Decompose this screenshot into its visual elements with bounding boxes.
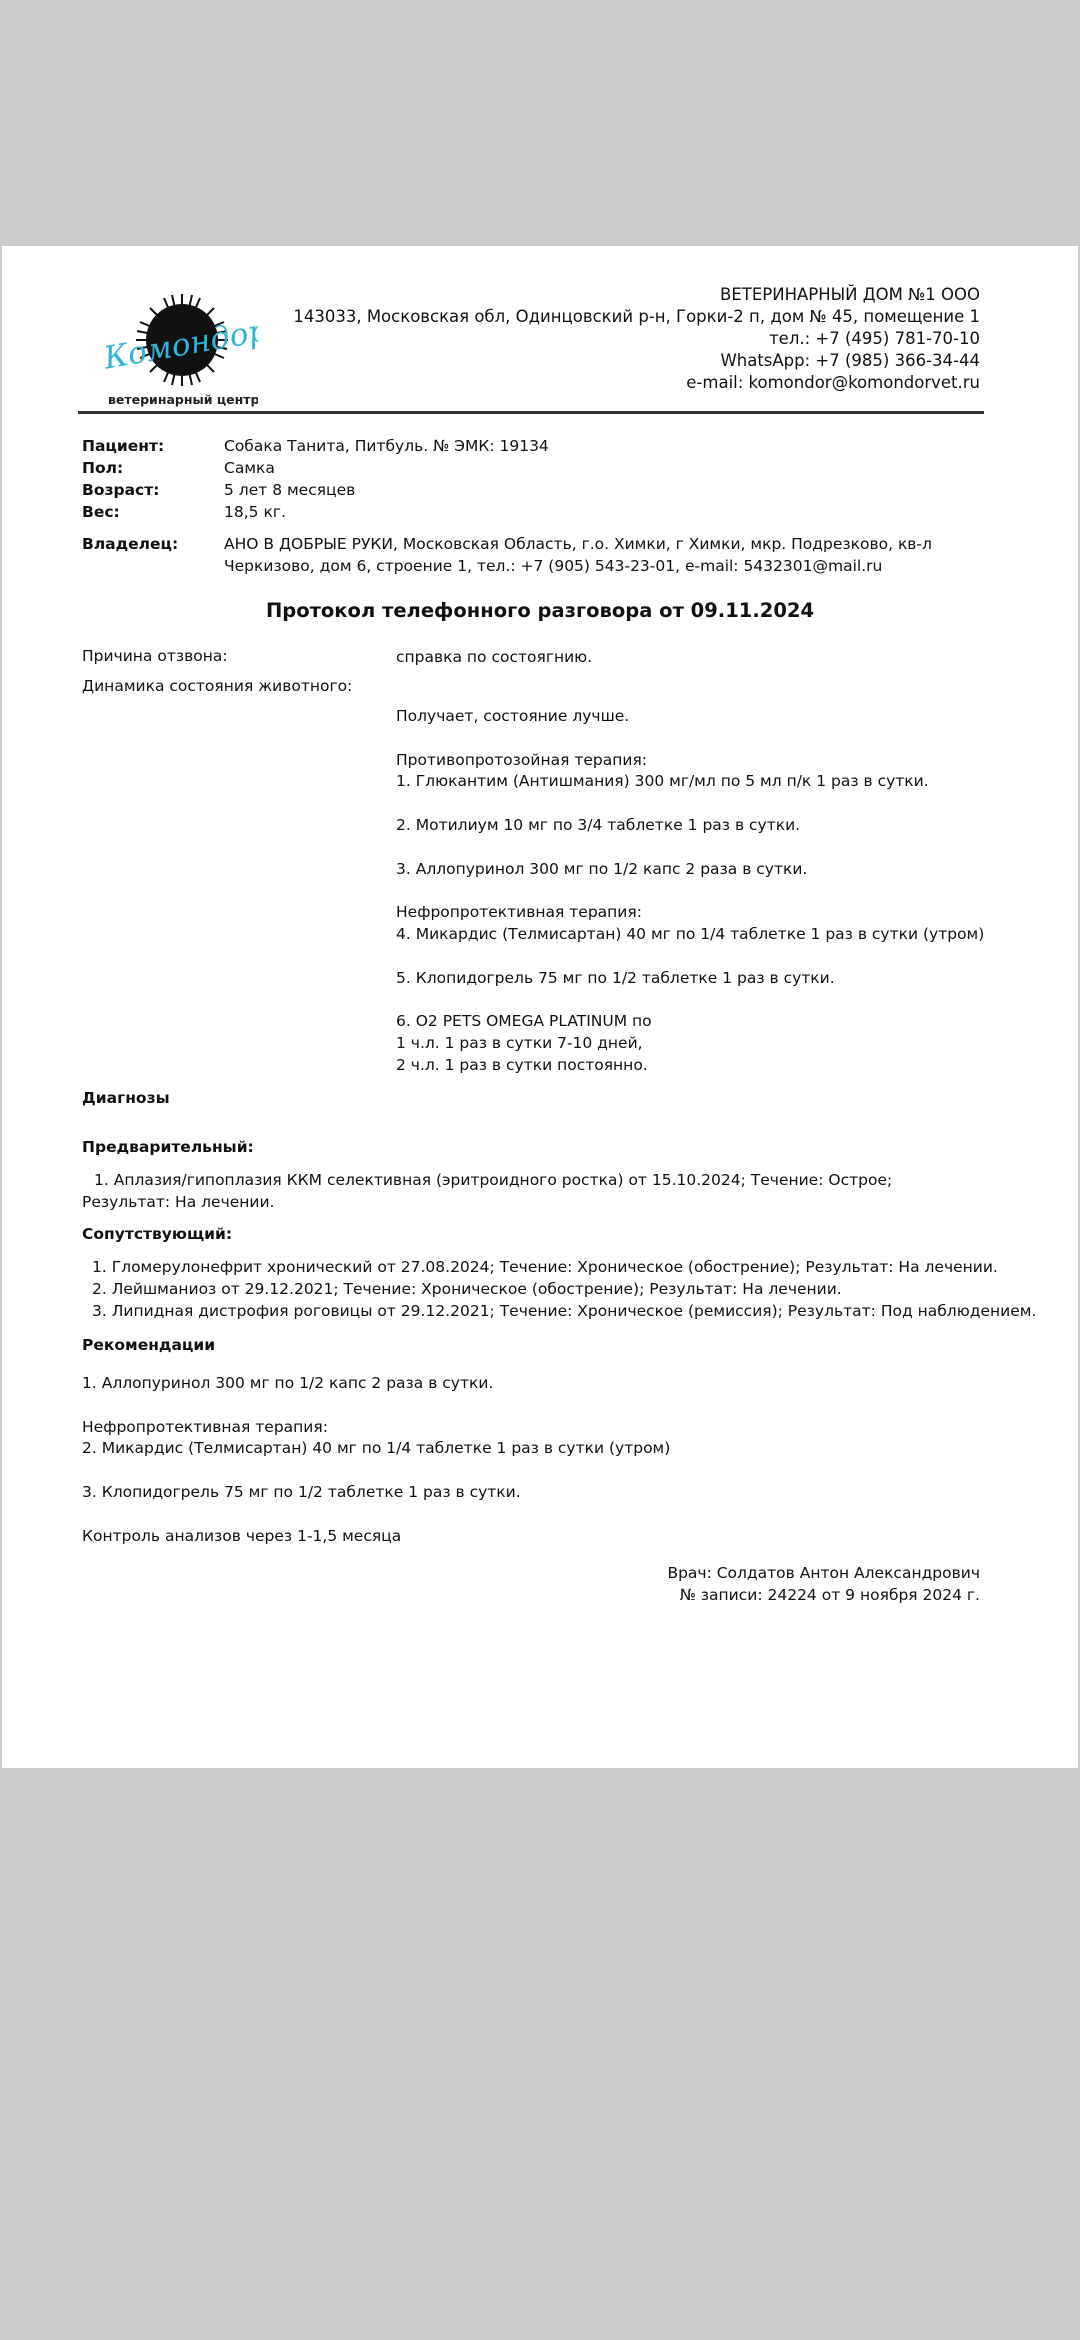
concomitant-item: 2. Лейшманиоз от 29.12.2021; Течение: Хроническое (обострение); Результат: На лечении. [92, 1280, 842, 1298]
weight-label: Вес: [82, 503, 120, 521]
patient-label: Пациент: [82, 437, 165, 455]
recommendation-nephro-heading: Нефропротективная терапия: [82, 1417, 328, 1436]
weight-value: 18,5 кг. [224, 503, 286, 521]
reason-value: справка по состоягнию. [396, 648, 593, 666]
clinic-logo [98, 290, 258, 412]
document-page [2, 246, 1078, 1768]
therapy-item-3: 3. Аллопуринол 300 мг по 1/2 капс 2 раза в сутки. [396, 859, 808, 878]
age-value: 5 лет 8 месяцев [224, 481, 356, 499]
protocol-title: Протокол телефонного разговора от 09.11.2024 [265, 599, 815, 622]
age-label: Возраст: [82, 481, 160, 499]
sex-value: Самка [224, 459, 275, 477]
reason-label: Причина отзвона: [82, 647, 228, 665]
therapy-item-1: 1. Глюкантим (Антишмания) 300 мг/мл по 5 мл п/к 1 раз в сутки. [396, 772, 929, 791]
nephro-heading: Нефропротективная терапия: [396, 903, 642, 922]
logo-caption: ветеринарный центр [108, 392, 258, 407]
concomitant-item: 1. Гломерулонефрит хронический от 27.08.2024; Течение: Хроническое (обострение); Результат: На лечении. [92, 1258, 998, 1276]
diagnoses-heading: Диагнозы [82, 1089, 170, 1107]
therapy-item-2: 2. Мотилиум 10 мг по 3/4 таблетке 1 раз в сутки. [396, 815, 801, 834]
therapy-item-4: 4. Микардис (Телмисартан) 40 мг по 1/4 таблетке 1 раз в сутки (утром) [396, 924, 985, 943]
antiproto-heading: Противопротозойная терапия: [396, 750, 648, 769]
owner-label: Владелец: [82, 535, 179, 553]
concomitant-heading: Сопутствующий: [82, 1225, 233, 1243]
dynamics-text [396, 706, 984, 1077]
clinic-email: e-mail: komondor@komondorvet.ru [686, 373, 980, 392]
preliminary-diagnosis: 1. Аплазия/гипоплазия ККМ селективная (эритроидного ростка) от 15.10.2024; Течение: Острое; Результат: На лечении. [82, 1171, 893, 1211]
therapy-item-6-line-1: 6. O2 PETS OMEGA PLATINUM по [396, 1012, 652, 1031]
concomitant-list [92, 1256, 1036, 1322]
logo-script-text: Комондор [101, 312, 258, 377]
clinic-address: 143033, Московская обл, Одинцовский р-н, Горки-2 п, дом № 45, помещение 1 [293, 307, 980, 326]
clinic-phone: тел.: +7 (495) 781-70-10 [769, 329, 980, 348]
recommendation-item-3: 3. Клопидогрель 75 мг по 1/2 таблетке 1 раз в сутки. [82, 1482, 521, 1501]
therapy-item-5: 5. Клопидогрель 75 мг по 1/2 таблетке 1 раз в сутки. [396, 968, 835, 987]
signature-block [667, 1562, 980, 1606]
owner-value: АНО В ДОБРЫЕ РУКИ, Московская Область, г.о. Химки, г Химки, мкр. Подрезково, кв-л Черкизово, дом 6, строение 1, тел.: +7 (905) 543-23-01, e-mail: 5432301@mail.ru [224, 535, 932, 575]
patient-value: Собака Танита, Питбуль. № ЭМК: 19134 [224, 437, 549, 455]
recommendations-heading: Рекомендации [82, 1336, 216, 1354]
preliminary-heading: Предварительный: [82, 1138, 254, 1156]
header-divider [78, 411, 984, 414]
dynamics-state: Получает, состояние лучше. [396, 707, 630, 725]
clinic-info [293, 284, 980, 394]
recommendation-item-2: 2. Микардис (Телмисартан) 40 мг по 1/4 таблетке 1 раз в сутки (утром) [82, 1439, 671, 1458]
clinic-whatsapp: WhatsApp: +7 (985) 366-34-44 [720, 351, 980, 370]
dynamics-label: Динамика состояния животного: [82, 677, 353, 695]
clinic-name: ВЕТЕРИНАРНЫЙ ДОМ №1 ООО [720, 285, 980, 304]
recommendation-control: Контроль анализов через 1-1,5 месяца [82, 1526, 402, 1545]
therapy-item-6-line-2: 1 ч.л. 1 раз в сутки 7-10 дней, [396, 1033, 643, 1052]
doctor-name: Врач: Солдатов Антон Александрович [667, 1564, 980, 1582]
sex-label: Пол: [82, 459, 124, 477]
record-number: № записи: 24224 от 9 ноября 2024 г. [679, 1586, 980, 1604]
concomitant-item: 3. Липидная дистрофия роговицы от 29.12.2021; Течение: Хроническое (ремиссия); Результат: Под наблюдением. [92, 1302, 1037, 1320]
recommendations-text [82, 1373, 670, 1547]
therapy-item-6-line-3: 2 ч.л. 1 раз в сутки постоянно. [396, 1055, 648, 1074]
recommendation-item-1: 1. Аллопуринол 300 мг по 1/2 капс 2 раза в сутки. [82, 1374, 494, 1392]
